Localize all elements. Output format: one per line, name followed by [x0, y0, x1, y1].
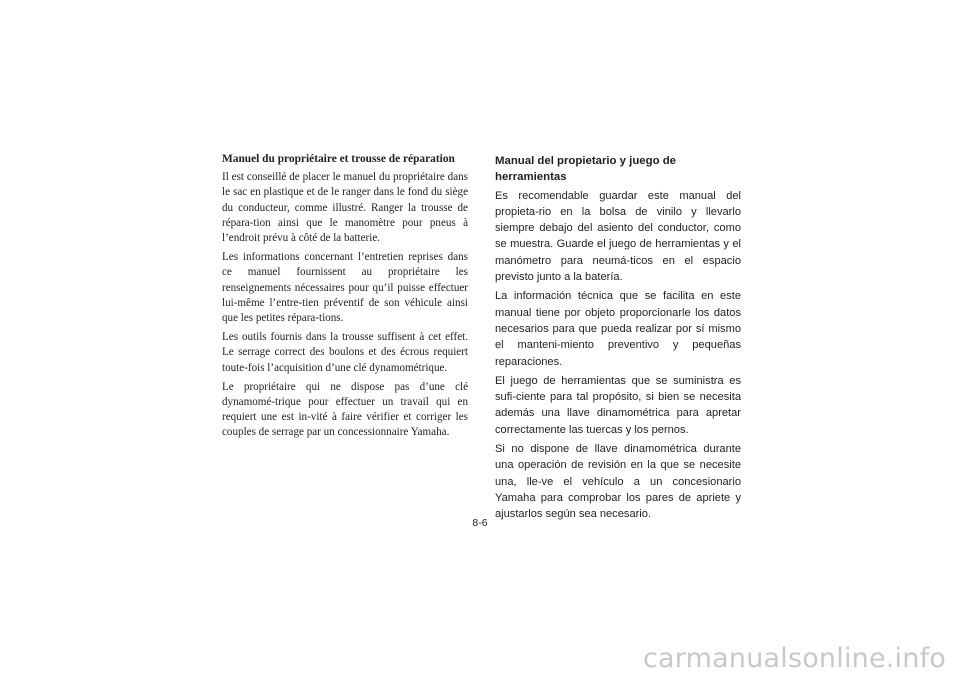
watermark: carmanualsonline.info [643, 643, 946, 674]
spanish-paragraph: La información técnica que se facilita en este manual tiene por objeto proporcionarle los datos necesarios para que pueda realizar por sí mismo el manteni-miento preventivo y pequeñas reparaciones. [495, 290, 741, 368]
french-paragraph: Le propriétaire qui ne dispose pas d’une clé dynamomé-trique pour effectuer un travail qui en requiert une est in-vité à faire vérifier et corriger les couples de serrage par un concessionnaire Yamaha. [222, 380, 468, 439]
french-paragraph: Les informations concernant l’entretien reprises dans ce manuel fournissent au propriétaire les renseignements nécessaires pour qu’il puisse effectuer lui-même l’entre-tien préventif de son véhicule ainsi que les petites répara-tions. [222, 251, 468, 325]
french-paragraph: Il est conseillé de placer le manuel du propriétaire dans le sac en plastique et de le ranger dans le fond du siège du conducteur, comme illustré. Ranger la trousse de répara-tion ainsi que le manomètre pour pneus à l’endroit prévu à côté de la batterie. [222, 171, 468, 245]
french-paragraph: Les outils fournis dans la trousse suffisent à cet effet. Le serrage correct des boulons et des écrous requiert toute-fois l’acquisition d’une clé dynamométrique. [222, 331, 468, 374]
page-number: 8-6 [472, 517, 488, 529]
spanish-paragraph: El juego de herramientas que se suministra es sufi-ciente para tal propósito, si bien se necesita además una llave dinamométrica para apretar correctamente las tuercas y los pernos. [495, 374, 741, 436]
french-column [222, 152, 468, 445]
spanish-column [495, 153, 741, 526]
french-heading: Manuel du propriétaire et trousse de réparation [222, 153, 455, 165]
spanish-heading: Manual del propietario y juego de herramientas [495, 155, 677, 184]
spanish-paragraph: Es recomendable guardar este manual del propieta-rio en la bolsa de vinilo y llevarlo siempre debajo del asiento del conductor, como se muestra. Guarde el juego de herramientas y el manómetro para neumá-ticos en el espacio previsto junto a la batería. [495, 189, 741, 284]
spanish-paragraph: Si no dispone de llave dinamométrica durante una operación de revisión en la que se necesite una, lle-ve el vehículo a un concesionario Yamaha para comprobar los pares de apriete y ajustarlos según sea necesario. [495, 443, 741, 521]
